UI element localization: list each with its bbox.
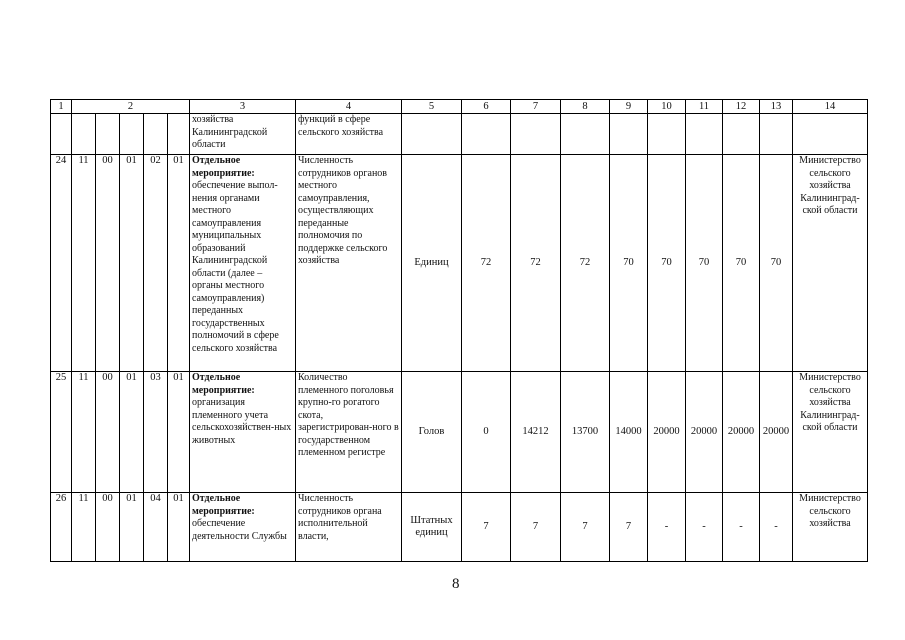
code-cell: 00 [96,493,120,562]
row-number: 26 [51,493,72,562]
value-cell: 14000 [610,372,648,493]
measure-description: обеспечение деятельности Службы [192,518,287,542]
value-cell: 14212 [511,372,561,493]
measure-description: организация племенного учета сельскохозяйствен-ных животных [192,397,292,446]
code-cell: 11 [72,493,96,562]
value-cell: 72 [462,155,511,372]
code-cell: 01 [120,372,144,493]
unit-cell: Голов [402,372,462,493]
value-cell: 0 [462,372,511,493]
header-cell-1: 1 [51,100,72,114]
measure-description: обеспечение выпол-нения органами местного самоуправления муниципальных образований Калининградской области (далее – органы местного самоуправления) переданных государственных полномочий в сфере сельского хозяйства [192,180,279,354]
indicator-cell: Численность сотрудников органов местного самоуправления, осуществляющих переданные полномочия по поддержке сельского хозяйства [296,155,402,372]
value-cell: 20000 [686,372,723,493]
code-cell: 04 [144,493,168,562]
value-cell: 13700 [561,372,610,493]
measure-title: Отдельное мероприятие: [192,155,255,179]
value-cell: - [686,493,723,562]
code-cell: 00 [96,372,120,493]
measure-cell [190,372,296,493]
header-cell-7: 7 [511,100,561,114]
program-table [50,99,868,562]
value-cell: 70 [686,155,723,372]
value-cell: 7 [511,493,561,562]
value-cell: 7 [610,493,648,562]
table-row [51,155,868,372]
code-cell: 01 [120,155,144,372]
value-cell: 72 [561,155,610,372]
value-cell: 70 [760,155,793,372]
header-cell-14: 14 [793,100,868,114]
value-cell: 70 [723,155,760,372]
code-cell: 01 [168,372,190,493]
code-cell: 02 [144,155,168,372]
page-number: 8 [452,576,460,592]
measure-cell [190,493,296,562]
header-cell-11: 11 [686,100,723,114]
code-cell: 01 [168,155,190,372]
value-cell: 20000 [760,372,793,493]
responsible-cell: Министерство сельского хозяйства Калининград-ской области [793,372,868,493]
header-row [51,100,868,114]
responsible-cell: Министерство сельского хозяйства [793,493,868,562]
value-cell: - [760,493,793,562]
header-cell-2: 2 [72,100,190,114]
indicator-cell: Численность сотрудников органа исполнительной власти, [296,493,402,562]
table-row-continuation [51,114,868,155]
value-cell: 70 [648,155,686,372]
row-number: 24 [51,155,72,372]
code-cell: 03 [144,372,168,493]
header-cell-6: 6 [462,100,511,114]
header-cell-8: 8 [561,100,610,114]
measure-cell [190,155,296,372]
value-cell: 20000 [648,372,686,493]
header-cell-3: 3 [190,100,296,114]
measure-title: Отдельное мероприятие: [192,372,255,396]
table-row [51,493,868,562]
value-cell: - [723,493,760,562]
unit-cell: Единиц [402,155,462,372]
value-cell: 70 [610,155,648,372]
row-number: 25 [51,372,72,493]
code-cell: 01 [168,493,190,562]
code-cell: 00 [96,155,120,372]
value-cell: - [648,493,686,562]
header-cell-5: 5 [402,100,462,114]
value-cell: 72 [511,155,561,372]
value-cell: 20000 [723,372,760,493]
code-cell: 11 [72,372,96,493]
header-cell-12: 12 [723,100,760,114]
header-cell-10: 10 [648,100,686,114]
code-cell: 01 [120,493,144,562]
measure-title: Отдельное мероприятие: [192,493,255,517]
indicator-cell: Количество племенного поголовья крупно-го рогатого скота, зарегистрирован-ного в государственном племенном регистре [296,372,402,493]
value-cell: 7 [462,493,511,562]
header-cell-4: 4 [296,100,402,114]
header-cell-13: 13 [760,100,793,114]
code-cell: 11 [72,155,96,372]
responsible-cell: Министерство сельского хозяйства Калининград-ской области [793,155,868,372]
continued-indicator-text: функций в сфере сельского хозяйства [296,114,402,155]
header-cell-9: 9 [610,100,648,114]
value-cell: 7 [561,493,610,562]
unit-cell: Штатных единиц [402,493,462,562]
table-row [51,372,868,493]
continued-measure-text: хозяйства Калининградской области [190,114,296,155]
